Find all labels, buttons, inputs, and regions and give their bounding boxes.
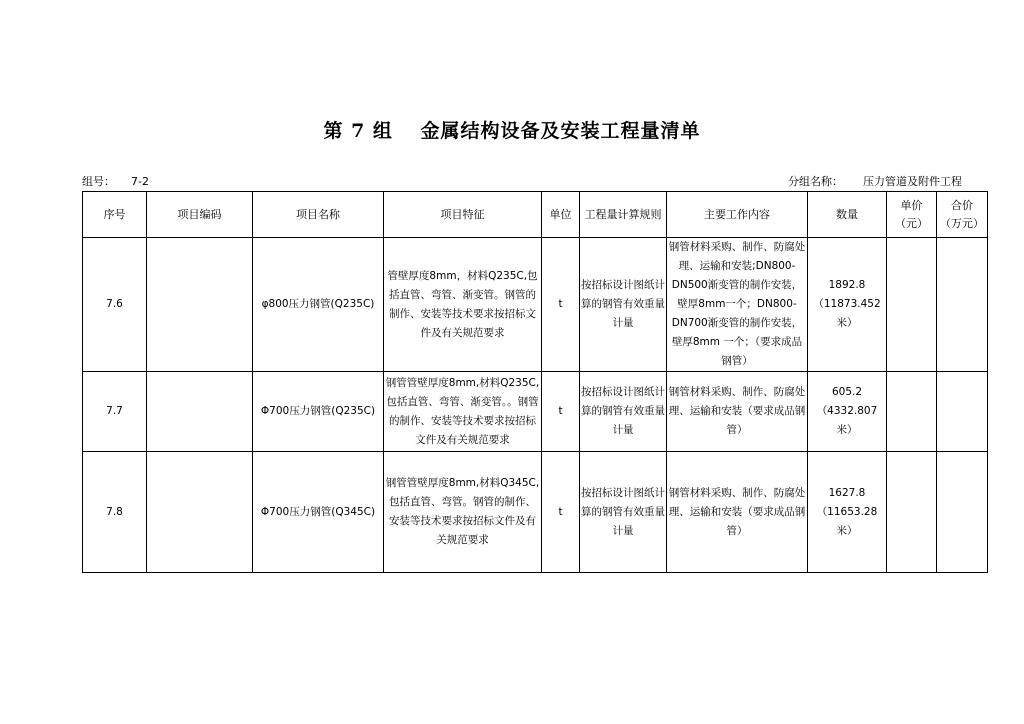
header-feature: 项目特征 (384, 192, 542, 238)
group-value: 7-2 (131, 175, 149, 188)
cell-seq: 7.7 (83, 372, 147, 452)
cell-name: φ800压力钢管(Q235C) (253, 238, 384, 372)
subgroup-label: 分组名称： (788, 175, 843, 188)
subgroup-info (788, 173, 962, 189)
cell-qty: 1627.8（11653.28米） (808, 452, 887, 573)
header-seq: 序号 (83, 192, 147, 238)
cell-price (887, 372, 937, 452)
header-price-line1: 单价 (900, 198, 923, 212)
cell-qty: 1892.8（11873.452米） (808, 238, 887, 372)
table-row (83, 238, 988, 372)
cell-seq: 7.6 (83, 238, 147, 372)
quantity-table (82, 191, 988, 573)
cell-rule: 按招标设计图纸计算的钢管有效重量计量 (580, 452, 667, 573)
cell-total (937, 452, 988, 573)
cell-code (147, 238, 253, 372)
page-title (0, 116, 1024, 143)
cell-qty: 605.2（4332.807米） (808, 372, 887, 452)
cell-feature: 钢管管壁厚度8mm,材料Q345C,包括直管、弯管。钢管的制作、安装等技术要求按招标文件及有关规范要求 (384, 452, 542, 573)
subgroup-value: 压力管道及附件工程 (863, 175, 962, 188)
cell-name: Φ700压力钢管(Q345C) (253, 452, 384, 573)
header-rule: 工程量计算规则 (580, 192, 667, 238)
header-qty: 数量 (808, 192, 887, 238)
cell-seq: 7.8 (83, 452, 147, 573)
cell-work: 钢管材料采购、制作、防腐处理、运输和安装（要求成品钢管） (667, 452, 808, 573)
table-row (83, 372, 988, 452)
cell-unit: t (542, 452, 580, 573)
cell-work: 钢管材料采购、制作、防腐处理、运输和安装;DN800-DN500渐变管的制作安装，壁厚8mm一个；DN800-DN700渐变管的制作安装，壁厚8mm 一个；（要求成品钢管） (667, 238, 808, 372)
cell-total (937, 372, 988, 452)
cell-total (937, 238, 988, 372)
cell-price (887, 452, 937, 573)
header-total-line1: 合价 (951, 198, 973, 212)
group-label: 组号： (82, 175, 115, 188)
header-price-line2: （元） (895, 216, 928, 230)
group-info (82, 173, 149, 189)
header-name: 项目名称 (253, 192, 384, 238)
group-number-title: 第 7 组 (323, 120, 393, 142)
cell-feature: 钢管管壁厚度8mm,材料Q235C,包括直管、弯管、渐变管。。钢管的制作、安装等技术要求按招标文件及有关规范要求 (384, 372, 542, 452)
header-work: 主要工作内容 (667, 192, 808, 238)
header-code: 项目编码 (147, 192, 253, 238)
cell-unit: t (542, 238, 580, 372)
cell-feature: 管壁厚度8mm，材料Q235C,包括直管、弯管、渐变管。钢管的制作、安装等技术要求按招标文件及有关规范要求 (384, 238, 542, 372)
header-total (937, 192, 988, 238)
header-price (887, 192, 937, 238)
cell-price (887, 238, 937, 372)
cell-code (147, 452, 253, 573)
cell-unit: t (542, 372, 580, 452)
header-total-line2: （万元） (940, 216, 984, 230)
header-unit: 单位 (542, 192, 580, 238)
cell-rule: 按招标设计图纸计算的钢管有效重量计量 (580, 372, 667, 452)
cell-code (147, 372, 253, 452)
cell-rule: 按招标设计图纸计算的钢管有效重量计量 (580, 238, 667, 372)
table-row (83, 452, 988, 573)
list-title: 金属结构设备及安装工程量清单 (420, 120, 701, 142)
cell-work: 钢管材料采购、制作、防腐处理、运输和安装（要求成品钢管） (667, 372, 808, 452)
table-header-row (83, 192, 988, 238)
cell-name: Φ700压力钢管(Q235C) (253, 372, 384, 452)
